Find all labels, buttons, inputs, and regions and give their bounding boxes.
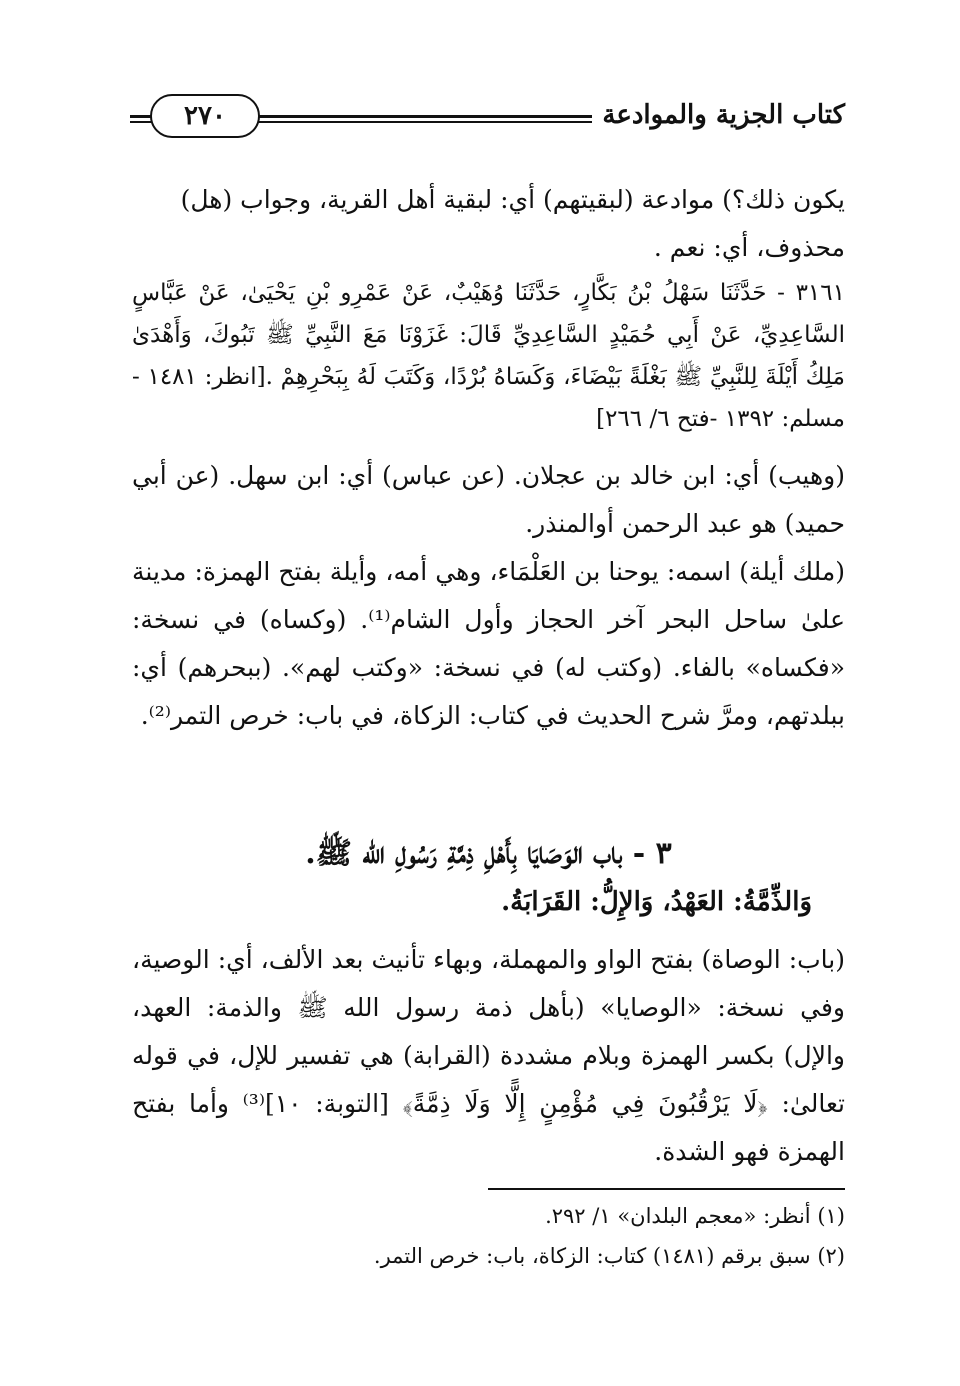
- footnote-rule: [488, 1188, 845, 1190]
- chapter-commentary: [132, 936, 845, 1176]
- commentary-block: [132, 452, 845, 740]
- page-header: [130, 92, 845, 144]
- footnote-1: (١) أنظر: «معجم البلدان» ١/ ٢٩٢.: [545, 1204, 845, 1228]
- hadith-block: [132, 272, 845, 440]
- commentary-paragraph-1: (وهيب) أي: ابن خالد بن عجلان. (عن عباس) أي: ابن سهل. (عن أبي حميد) هو عبد الرحمن أوالمنذر.: [132, 461, 845, 538]
- chapter-title: ٣ - باب الوَصَايَا بِأَهْلِ ذِمَّةِ رَسُولِ الله ﷺ.: [305, 836, 672, 871]
- chapter-subtitle: وَالذِّمَّةُ: العَهْدُ، وَالإِلُّ: القَرَابَةُ.: [501, 887, 812, 917]
- footnotes: [132, 1196, 845, 1276]
- running-title: كتاب الجزية والموادعة: [592, 98, 845, 132]
- page-number: ٢٧٠: [150, 94, 260, 138]
- chapter-commentary-text: (باب: الوصاة) بفتح الواو والمهملة، وبهاء تأنيث بعد الألف، أي: الوصية، وفي نسخة: «الوصايا» (بأهل ذمة رسول الله ﷺ والذمة: العهد، والإل) بكسر الهمزة وبلام مشددة (القرابة) هي تفسير للإل، في قوله تعالىٰ: ﴿لَا يَرْقُبُونَ فِي مُؤْمِنٍ إِلًّا وَلَا ذِمَّةً﴾ [التوبة: ١٠]⁽³⁾ وأما بفتح الهمزة فهو الشدة.: [132, 945, 845, 1166]
- commentary-paragraph-2: (ملك أيلة) اسمه: يوحنا بن العَلْمَاء، وهي أمه، وأيلة بفتح الهمزة: مدينة علىٰ ساحل البحر آخر الحجاز وأول الشام⁽¹⁾. (وكساه) في نسخة: «فكساه» بالفاء. (وكتب له) في نسخة: «وكتب لهم». (ببحرهم) أي: ببلدتهم، ومرَّ شرح الحديث في كتاب: الزكاة، في باب: خرص التمر⁽²⁾.: [132, 557, 845, 730]
- intro-paragraph: [132, 176, 845, 272]
- hadith-text: ٣١٦١ - حَدَّثَنَا سَهْلُ بْنُ بَكَّارٍ، حَدَّثَنَا وُهَيْبٌ، عَنْ عَمْرِو بْنِ يَحْيَىٰ، عَنْ عَبَّاسٍ السَّاعِدِيِّ، عَنْ أَبِي حُمَيْدٍ السَّاعِدِيِّ قَالَ: غَزَوْنَا مَعَ النَّبِيِّ ﷺ تَبُوكَ، وَأَهْدَىٰ مَلِكُ أَيْلَةَ لِلنَّبِيِّ ﷺ بَغْلَةً بَيْضَاءَ، وَكَسَاهُ بُرْدًا، وَكَتَبَ لَهُ بِبَحْرِهِمْ .[انظر: ١٤٨١ - مسلم: ١٣٩٢ -فتح ٦/ ٢٦٦]: [132, 280, 845, 432]
- intro-line-1: يكون ذلك؟) موادعة (لبقيتهم) أي: لبقية أهل القرية، وجواب (هل): [180, 185, 845, 214]
- footnote-2: (٢) سبق برقم (١٤٨١) كتاب: الزكاة، باب: خرص التمر.: [373, 1244, 845, 1268]
- intro-line-2: محذوف، أي: نعم .: [653, 233, 845, 262]
